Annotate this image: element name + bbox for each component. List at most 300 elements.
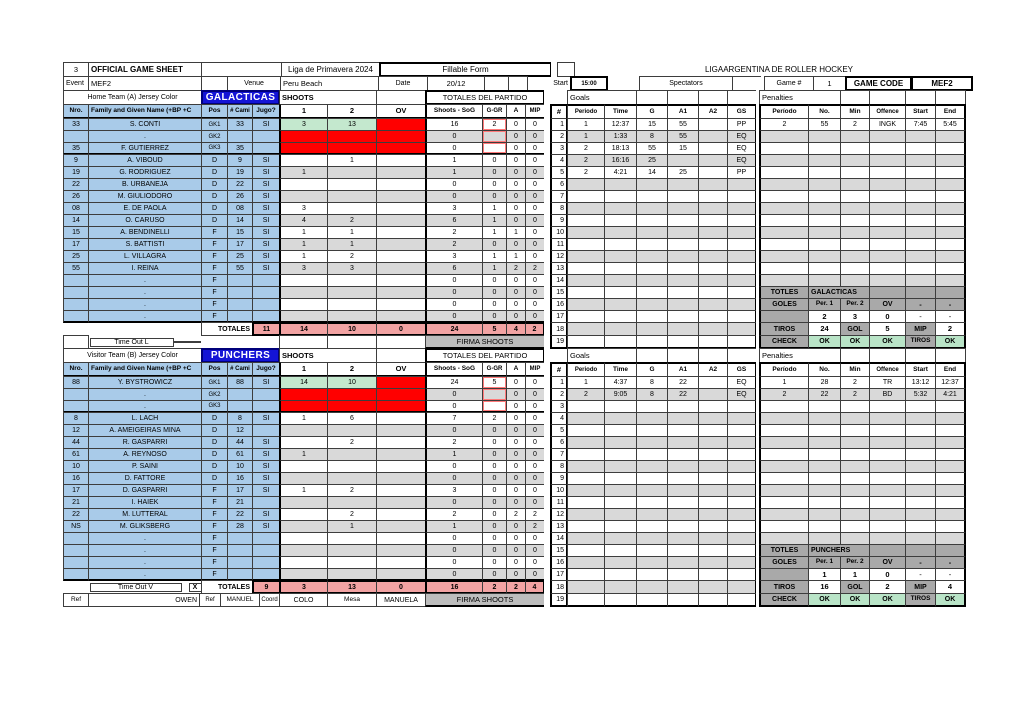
goal-assist1-cell[interactable]: 55	[667, 130, 699, 143]
goal-assist1-cell[interactable]: 25	[667, 166, 699, 179]
goles-dash-value: -	[935, 568, 966, 581]
player-jugo-cell[interactable]: SI	[252, 178, 280, 191]
player-nro-cell[interactable]: 10	[63, 460, 89, 473]
player-pos-cell[interactable]: F	[201, 262, 228, 275]
player-pos-cell[interactable]: F	[201, 286, 228, 299]
penalty-periodo-cell[interactable]: 1	[759, 376, 809, 389]
player-cami-cell[interactable]: 21	[227, 496, 253, 509]
shoot-period2-cell[interactable]: 13	[327, 118, 377, 131]
shoots-section-label: SHOOTS	[279, 90, 377, 105]
goal-periodo-cell[interactable]: 2	[567, 388, 605, 401]
timeout-visitor-mark[interactable]: X	[189, 583, 202, 592]
player-pos-cell[interactable]: D	[201, 436, 228, 449]
goal-time-cell[interactable]	[604, 593, 637, 607]
goal-assist2-cell[interactable]	[698, 593, 728, 607]
goal-gs-cell[interactable]: EQ	[727, 154, 757, 167]
ref1-label: Ref	[63, 593, 89, 607]
player-cami-cell[interactable]: 28	[227, 520, 253, 533]
player-nro-cell[interactable]: 14	[63, 214, 89, 227]
totales-jugo: 9	[252, 580, 280, 594]
player-name-cell[interactable]: P. SAINI	[88, 460, 202, 473]
penalty-end-cell[interactable]: 12:37	[935, 376, 966, 389]
penalty-min-cell[interactable]: 2	[840, 388, 870, 401]
player-pos-cell[interactable]: F	[201, 238, 228, 251]
shoot-period1-cell[interactable]: 1	[279, 250, 328, 263]
player-name-cell[interactable]: .	[88, 130, 202, 143]
goal-assist2-cell[interactable]	[698, 322, 728, 336]
goal-gs-cell[interactable]	[727, 335, 757, 349]
mesa-name[interactable]: MANUELA	[376, 593, 426, 607]
player-name-cell[interactable]: M. LUTTERAL	[88, 508, 202, 521]
player-nro-cell[interactable]: 35	[63, 142, 89, 155]
fillable-form-label: Fillable Form	[379, 62, 552, 77]
goal-time-cell[interactable]	[604, 322, 637, 336]
player-pos-cell[interactable]: D	[201, 154, 228, 167]
player-name-cell[interactable]: G. RODRIGUEZ	[88, 166, 202, 179]
goal-assist1-cell[interactable]: 15	[667, 142, 699, 155]
player-cami-cell[interactable]: 8	[227, 412, 253, 425]
shoot-period1-cell[interactable]: 3	[279, 118, 328, 131]
player-cami-cell[interactable]: 22	[227, 508, 253, 521]
goal-time-cell[interactable]: 4:21	[604, 166, 637, 179]
shoot-period2-cell[interactable]: 2	[327, 214, 377, 227]
player-nro-cell[interactable]: 22	[63, 178, 89, 191]
shoot-period1-cell[interactable]: 1	[279, 412, 328, 425]
check-ok: OK	[935, 593, 966, 607]
player-jugo-cell[interactable]: SI	[252, 484, 280, 497]
player-ggr-cell: 0	[482, 178, 507, 191]
goal-time-cell[interactable]: 18:13	[604, 142, 637, 155]
player-sog-cell: 0	[425, 190, 483, 203]
player-pos-cell[interactable]: D	[201, 178, 228, 191]
goal-time-cell[interactable]	[604, 580, 637, 594]
player-name-cell[interactable]: .	[88, 532, 202, 545]
goal-periodo-cell[interactable]	[567, 593, 605, 607]
player-pos-cell[interactable]: D	[201, 412, 228, 425]
totales-shoot1: 14	[279, 322, 328, 336]
player-name-cell[interactable]: D. GASPARRI	[88, 484, 202, 497]
player-name-cell[interactable]: .	[88, 400, 202, 413]
shoot-period1-cell[interactable]: 3	[279, 202, 328, 215]
timeout-small-box[interactable]	[173, 341, 188, 343]
goal-gs-cell[interactable]	[727, 593, 757, 607]
player-cami-cell[interactable]: 88	[227, 376, 253, 389]
player-name-cell[interactable]: S. CONTI	[88, 118, 202, 131]
player-a-cell: 0	[506, 484, 526, 497]
player-nro-cell[interactable]: 17	[63, 238, 89, 251]
goal-time-cell[interactable]	[604, 335, 637, 349]
goles-dash-value: -	[905, 310, 936, 323]
player-name-cell[interactable]: A. AMEIGEIRAS MINA	[88, 424, 202, 437]
player-ggr-cell: 2	[482, 118, 507, 131]
penalty-number-cell[interactable]: 22	[808, 388, 841, 401]
player-pos-cell[interactable]: GK2	[201, 388, 228, 401]
goal-assist1-cell[interactable]	[667, 593, 699, 607]
player-name-cell[interactable]: .	[88, 388, 202, 401]
player-jugo-cell[interactable]: SI	[252, 448, 280, 461]
game-number-value[interactable]: 1	[813, 76, 846, 91]
player-pos-cell[interactable]: F	[201, 298, 228, 311]
player-sog-cell: 2	[425, 238, 483, 251]
player-sog-cell: 0	[425, 310, 483, 323]
penalty-min-cell[interactable]: 2	[840, 376, 870, 389]
player-name-cell[interactable]: O. CARUSO	[88, 214, 202, 227]
player-cami-cell[interactable]: 26	[227, 190, 253, 203]
goal-scorer-cell[interactable]: 55	[636, 142, 668, 155]
player-name-cell[interactable]: .	[88, 556, 202, 569]
player-a-cell: 0	[506, 424, 526, 437]
player-cami-cell[interactable]: 35	[227, 142, 253, 155]
row-number-cell: 8	[550, 202, 568, 215]
player-ggr-cell: 0	[482, 238, 507, 251]
goal-assist1-cell[interactable]: 22	[667, 376, 699, 389]
blank-cell	[201, 335, 228, 349]
player-cami-cell[interactable]: 15	[227, 226, 253, 239]
player-jugo-cell[interactable]: SI	[252, 250, 280, 263]
player-cami-cell[interactable]: 9	[227, 154, 253, 167]
player-pos-cell[interactable]: F	[201, 310, 228, 323]
player-nro-cell[interactable]: NS	[63, 520, 89, 533]
ref2-name[interactable]: MANUEL	[220, 593, 260, 607]
player-pos-cell[interactable]: F	[201, 556, 228, 569]
goal-periodo-cell[interactable]: 1	[567, 376, 605, 389]
player-ggr-cell: 0	[482, 484, 507, 497]
venue-value[interactable]: Peru Beach	[280, 76, 379, 91]
player-sog-cell: 7	[425, 412, 483, 425]
goal-time-cell[interactable]: 12:37	[604, 118, 637, 131]
player-cami-cell[interactable]: 17	[227, 238, 253, 251]
player-pos-cell[interactable]: F	[201, 532, 228, 545]
event-value[interactable]: MEF2	[88, 76, 202, 91]
penalty-periodo-cell[interactable]: 2	[759, 388, 809, 401]
blank-cell	[840, 348, 870, 363]
signature-cell[interactable]	[376, 335, 426, 349]
player-a-cell: 0	[506, 412, 526, 425]
player-name-cell[interactable]: I. REINA	[88, 262, 202, 275]
player-ggr-cell: 0	[482, 166, 507, 179]
player-name-cell[interactable]: S. BATTISTI	[88, 238, 202, 251]
goal-time-cell[interactable]: 1:33	[604, 130, 637, 143]
player-mip-cell: 0	[525, 202, 545, 215]
goal-scorer-cell[interactable]	[636, 593, 668, 607]
player-nro-cell[interactable]: 16	[63, 472, 89, 485]
player-pos-cell[interactable]: F	[201, 568, 228, 581]
player-cami-cell[interactable]: 19	[227, 166, 253, 179]
player-name-cell[interactable]: R. GASPARRI	[88, 436, 202, 449]
player-name-cell[interactable]: I. HAIEK	[88, 496, 202, 509]
shoot-period2-cell[interactable]: 2	[327, 436, 377, 449]
team-name[interactable]: GALACTICAS	[201, 90, 280, 105]
goal-assist1-cell[interactable]	[667, 335, 699, 349]
shoot-period1-cell[interactable]: 1	[279, 484, 328, 497]
goal-scorer-cell[interactable]	[636, 580, 668, 594]
spectators-value[interactable]	[732, 76, 762, 91]
goal-time-cell[interactable]: 4:37	[604, 376, 637, 389]
penalty-start-cell[interactable]: 7:45	[905, 118, 936, 131]
player-pos-cell[interactable]: F	[201, 484, 228, 497]
penalty-number-cell[interactable]: 28	[808, 376, 841, 389]
player-pos-cell[interactable]: GK1	[201, 118, 228, 131]
player-name-cell[interactable]: E. DE PAOLA	[88, 202, 202, 215]
player-pos-cell[interactable]: F	[201, 250, 228, 263]
player-pos-cell[interactable]: D	[201, 424, 228, 437]
goal-assist2-cell[interactable]	[698, 335, 728, 349]
goal-periodo-cell[interactable]: 2	[567, 142, 605, 155]
player-name-cell[interactable]: L. LACH	[88, 412, 202, 425]
player-nro-cell[interactable]: 22	[63, 508, 89, 521]
player-pos-cell[interactable]: GK3	[201, 142, 228, 155]
team-name[interactable]: PUNCHERS	[201, 348, 280, 363]
player-name-cell[interactable]: .	[88, 544, 202, 557]
goal-assist1-cell[interactable]	[667, 580, 699, 594]
player-jugo-cell[interactable]: SI	[252, 166, 280, 179]
blank-cell	[905, 348, 936, 363]
coord-name[interactable]: COLO	[279, 593, 328, 607]
col-header-shoot1: 1	[279, 362, 328, 377]
goal-gs-cell[interactable]: EQ	[727, 376, 757, 389]
goal-scorer-cell[interactable]	[636, 322, 668, 336]
penalty-offence-cell[interactable]: INGK	[869, 118, 906, 131]
player-jugo-cell[interactable]: SI	[252, 238, 280, 251]
penalty-start-cell[interactable]: 13:12	[905, 376, 936, 389]
player-jugo-cell[interactable]: SI	[252, 508, 280, 521]
shoot-period2-cell[interactable]: 10	[327, 376, 377, 389]
visitor-team-section	[63, 348, 983, 607]
player-cami-cell[interactable]: 55	[227, 262, 253, 275]
player-nro-cell[interactable]: 88	[63, 376, 89, 389]
shoot-period1-cell[interactable]: 1	[279, 226, 328, 239]
row-number-cell: 14	[550, 532, 568, 545]
player-jugo-cell[interactable]: SI	[252, 520, 280, 533]
goal-assist1-cell[interactable]: 22	[667, 388, 699, 401]
player-name-cell[interactable]: .	[88, 286, 202, 299]
player-pos-cell[interactable]: D	[201, 202, 228, 215]
player-cami-cell[interactable]: 12	[227, 424, 253, 437]
player-cami-cell[interactable]: 61	[227, 448, 253, 461]
player-name-cell[interactable]: M. GIULIODORO	[88, 190, 202, 203]
player-jugo-cell[interactable]: SI	[252, 472, 280, 485]
goal-gs-cell[interactable]	[727, 322, 757, 336]
penalty-offence-cell[interactable]: TR	[869, 376, 906, 389]
goal-assist1-cell[interactable]: 55	[667, 118, 699, 131]
goal-assist1-cell[interactable]	[667, 322, 699, 336]
player-name-cell[interactable]: .	[88, 568, 202, 581]
penalty-end-cell[interactable]: 4:21	[935, 388, 966, 401]
player-nro-cell[interactable]: 9	[63, 154, 89, 167]
player-cami-cell[interactable]: 17	[227, 484, 253, 497]
date-label: Date	[378, 76, 428, 91]
shoot-period2-cell[interactable]: 1	[327, 226, 377, 239]
signature-cell[interactable]	[327, 335, 377, 349]
player-cami-cell[interactable]: 08	[227, 202, 253, 215]
player-name-cell[interactable]: A. VIBOUD	[88, 154, 202, 167]
shoot-period1-cell[interactable]: 4	[279, 214, 328, 227]
player-pos-cell[interactable]: D	[201, 166, 228, 179]
goal-periodo-cell[interactable]	[567, 322, 605, 336]
shoot-period2-cell[interactable]: 6	[327, 412, 377, 425]
shoot-period1-cell[interactable]: 3	[279, 262, 328, 275]
player-pos-cell[interactable]: GK2	[201, 130, 228, 143]
shoot-period1-cell[interactable]: 1	[279, 166, 328, 179]
goal-periodo-cell[interactable]	[567, 580, 605, 594]
goal-scorer-cell[interactable]: 14	[636, 166, 668, 179]
goal-gs-cell[interactable]: EQ	[727, 142, 757, 155]
player-pos-cell[interactable]: GK1	[201, 376, 228, 389]
shoot-period2-cell[interactable]: 1	[327, 238, 377, 251]
goal-gs-cell[interactable]: EQ	[727, 130, 757, 143]
player-nro-cell[interactable]: 19	[63, 166, 89, 179]
goal-scorer-cell[interactable]	[636, 335, 668, 349]
player-pos-cell[interactable]: D	[201, 214, 228, 227]
col-header-offence: Offence	[869, 104, 906, 119]
shoot-period2-cell[interactable]: 2	[327, 250, 377, 263]
player-jugo-cell[interactable]: SI	[252, 154, 280, 167]
shoot-period2-cell[interactable]: 2	[327, 508, 377, 521]
player-jugo-cell[interactable]: SI	[252, 460, 280, 473]
player-nro-cell[interactable]: 25	[63, 250, 89, 263]
player-pos-cell[interactable]: F	[201, 508, 228, 521]
player-jugo-cell[interactable]: SI	[252, 190, 280, 203]
signature-cell[interactable]	[279, 335, 328, 349]
shoot-period1-cell[interactable]: 1	[279, 448, 328, 461]
player-ggr-cell: 0	[482, 274, 507, 287]
row-number-cell: 13	[550, 520, 568, 533]
player-pos-cell[interactable]: D	[201, 472, 228, 485]
player-name-cell[interactable]: A. REYNOSO	[88, 448, 202, 461]
player-mip-cell: 0	[525, 118, 545, 131]
player-pos-cell[interactable]: F	[201, 520, 228, 533]
player-nro-cell[interactable]: 44	[63, 436, 89, 449]
col-header-pos: Pos	[201, 104, 228, 119]
player-nro-cell[interactable]: 17	[63, 484, 89, 497]
ref1-name[interactable]: OWEN	[88, 593, 200, 607]
col-header-jugo: Jugo?	[252, 362, 280, 377]
player-nro-cell[interactable]: 12	[63, 424, 89, 437]
player-nro-cell[interactable]: 55	[63, 262, 89, 275]
player-name-cell[interactable]: B. URBANEJA	[88, 178, 202, 191]
player-cami-cell[interactable]: 14	[227, 214, 253, 227]
player-cami-cell[interactable]: 10	[227, 460, 253, 473]
player-name-cell[interactable]: .	[88, 310, 202, 323]
player-nro-cell[interactable]: 61	[63, 448, 89, 461]
sheet-row	[63, 348, 983, 363]
goal-periodo-cell[interactable]: 1	[567, 118, 605, 131]
player-pos-cell[interactable]: D	[201, 460, 228, 473]
player-jugo-cell[interactable]: SI	[252, 214, 280, 227]
player-name-cell[interactable]: F. GUTIERREZ	[88, 142, 202, 155]
player-nro-cell[interactable]: 26	[63, 190, 89, 203]
player-pos-cell[interactable]: F	[201, 496, 228, 509]
goal-periodo-cell[interactable]: 1	[567, 130, 605, 143]
shoot-period2-cell[interactable]: 1	[327, 520, 377, 533]
goal-assist2-cell[interactable]	[698, 580, 728, 594]
goal-periodo-cell[interactable]: 2	[567, 154, 605, 167]
goal-scorer-cell[interactable]: 25	[636, 154, 668, 167]
game-code-value[interactable]: MEF2	[911, 76, 973, 91]
goal-time-cell[interactable]: 9:05	[604, 388, 637, 401]
penalty-periodo-cell[interactable]: 2	[759, 118, 809, 131]
player-pos-cell[interactable]: GK3	[201, 400, 228, 413]
shoot-period2-cell[interactable]: 2	[327, 484, 377, 497]
penalty-start-cell[interactable]: 5:32	[905, 388, 936, 401]
goal-gs-cell[interactable]: EQ	[727, 388, 757, 401]
player-a-cell: 0	[506, 298, 526, 311]
player-pos-cell[interactable]: F	[201, 544, 228, 557]
player-name-cell[interactable]: Y. BYSTROWICZ	[88, 376, 202, 389]
player-nro-cell[interactable]: 08	[63, 202, 89, 215]
start-time[interactable]: 15:00	[570, 76, 608, 91]
player-cami-cell[interactable]: 16	[227, 472, 253, 485]
player-jugo-cell[interactable]: SI	[252, 118, 280, 131]
goal-gs-cell[interactable]: PP	[727, 118, 757, 131]
player-pos-cell[interactable]: F	[201, 226, 228, 239]
player-cami-cell[interactable]: 25	[227, 250, 253, 263]
player-a-cell: 0	[506, 178, 526, 191]
goal-time-cell[interactable]: 16:16	[604, 154, 637, 167]
shoot-period2-cell[interactable]: 3	[327, 262, 377, 275]
player-sog-cell: 0	[425, 130, 483, 143]
player-pos-cell[interactable]: F	[201, 274, 228, 287]
player-nro-cell[interactable]: 21	[63, 496, 89, 509]
penalty-offence-cell[interactable]: BD	[869, 388, 906, 401]
shoot-period1-cell[interactable]: 14	[279, 376, 328, 389]
goal-scorer-cell[interactable]: 8	[636, 388, 668, 401]
col-header-offence: Offence	[869, 362, 906, 377]
player-cami-cell[interactable]: 33	[227, 118, 253, 131]
col-header-a1: A1	[667, 362, 699, 377]
player-name-cell[interactable]: .	[88, 274, 202, 287]
penalty-end-cell[interactable]: 5:45	[935, 118, 966, 131]
player-jugo-cell[interactable]: SI	[252, 202, 280, 215]
player-name-cell[interactable]: L. VILLAGRA	[88, 250, 202, 263]
goal-gs-cell[interactable]	[727, 580, 757, 594]
player-cami-cell[interactable]: 44	[227, 436, 253, 449]
player-jugo-cell[interactable]: SI	[252, 436, 280, 449]
penalty-min-cell[interactable]: 2	[840, 118, 870, 131]
goal-scorer-cell[interactable]: 8	[636, 130, 668, 143]
team-jersey-color-label: Home Team (A) Jersey Color	[63, 90, 202, 105]
player-jugo-cell[interactable]: SI	[252, 412, 280, 425]
penalty-number-cell[interactable]: 55	[808, 118, 841, 131]
player-nro-cell[interactable]: 15	[63, 226, 89, 239]
player-jugo-cell[interactable]: SI	[252, 262, 280, 275]
timeout-small-box[interactable]	[187, 341, 202, 343]
goal-gs-cell[interactable]: PP	[727, 166, 757, 179]
player-nro-cell[interactable]: 8	[63, 412, 89, 425]
player-name-cell[interactable]: D. FATTORE	[88, 472, 202, 485]
date-value[interactable]: 20/12	[427, 76, 485, 91]
player-nro-cell[interactable]: 33	[63, 118, 89, 131]
goal-scorer-cell[interactable]: 15	[636, 118, 668, 131]
player-pos-cell[interactable]: D	[201, 190, 228, 203]
player-pos-cell[interactable]: D	[201, 448, 228, 461]
row-number-cell: 19	[550, 335, 568, 349]
player-name-cell[interactable]: .	[88, 298, 202, 311]
shoot-period1-cell[interactable]: 1	[279, 238, 328, 251]
tiros-value: 24	[808, 322, 841, 336]
col-header-row-number: #	[550, 362, 568, 377]
player-jugo-cell[interactable]: SI	[252, 226, 280, 239]
goal-periodo-cell[interactable]: 2	[567, 166, 605, 179]
check-ok: OK	[869, 593, 906, 607]
goal-periodo-cell[interactable]	[567, 335, 605, 349]
player-jugo-cell[interactable]: SI	[252, 376, 280, 389]
player-name-cell[interactable]: A. BENDINELLI	[88, 226, 202, 239]
goal-scorer-cell[interactable]: 8	[636, 376, 668, 389]
shoot-period2-cell[interactable]: 1	[327, 154, 377, 167]
player-name-cell[interactable]: M. GLIKSBERG	[88, 520, 202, 533]
player-cami-cell[interactable]: 22	[227, 178, 253, 191]
